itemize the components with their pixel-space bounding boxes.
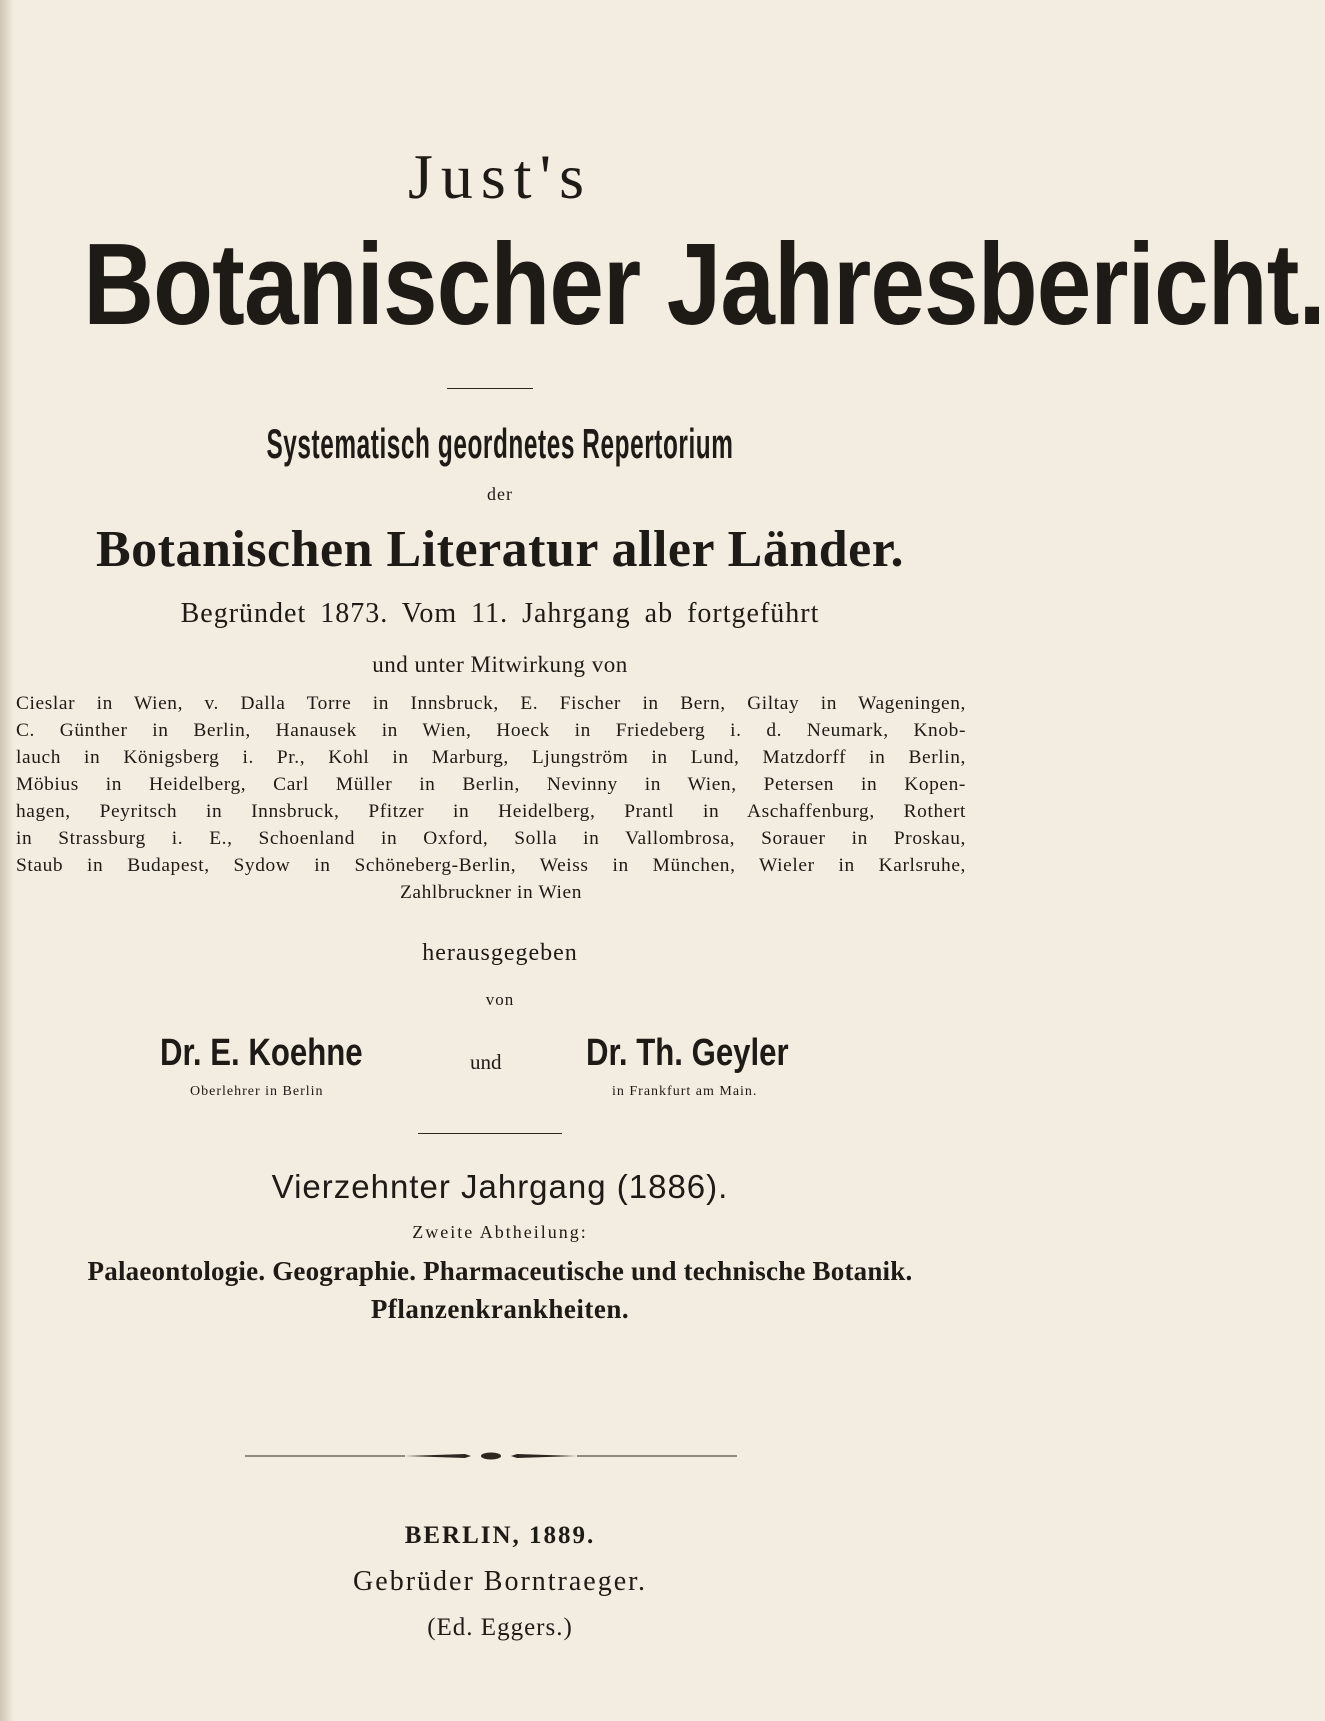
topics-line: Palaeontologie. Geographie. Pharmaceutische und technische Botanik.: [87, 1256, 913, 1286]
page-binding-edge: [0, 0, 14, 1721]
section-line: Zweite Abtheilung:: [412, 1222, 588, 1242]
contributors-line: C. Günther in Berlin, Hanausek in Wien, Hoeck in Friedeberg i. d. Neumark, Knob-: [16, 720, 966, 741]
cooperation-line: und unter Mitwirkung von: [372, 652, 628, 677]
founded-line: Begründet 1873. Vom 11. Jahrgang ab fortgeführt: [180, 598, 820, 629]
contributors-line: Cieslar in Wien, v. Dalla Torre in Innsbruck, E. Fischer in Bern, Giltay in Wageningen,: [16, 693, 966, 714]
ornament-rule: [245, 1450, 737, 1462]
subtitle: Systematisch geordnetes Repertorium: [266, 420, 734, 467]
contributors-line: lauch in Königsberg i. Pr., Kohl in Marburg, Ljungström in Lund, Matzdorff in Berlin,: [16, 747, 966, 768]
contributors-line: Staub in Budapest, Sydow in Schöneberg-Berlin, Weiss in München, Wieler in Karlsruhe,: [16, 855, 966, 876]
contributors-line: hagen, Peyritsch in Innsbruck, Pfitzer in Heidelberg, Prantl in Aschaffenburg, Rothert: [16, 801, 966, 822]
editor-name: Dr. E. Koehne: [160, 1032, 363, 1074]
divider-rule: [418, 1133, 562, 1134]
main-title: Botanischer Jahresbericht.: [83, 219, 1325, 350]
contributors-line: Zahlbruckner in Wien: [399, 882, 583, 903]
editor-affiliation: in Frankfurt am Main.: [612, 1084, 758, 1099]
contributors-line: in Strassburg i. E., Schoenland in Oxford, Solla in Vallombrosa, Sorauer in Proskau,: [16, 828, 966, 849]
edited-by: herausgegeben: [422, 940, 578, 966]
editor-connector: und: [470, 1050, 502, 1074]
edited-by-von: von: [485, 990, 515, 1009]
volume-line: Vierzehnter Jahrgang (1886).: [271, 1168, 729, 1205]
editor-name: Dr. Th. Geyler: [586, 1032, 789, 1074]
literature-title: Botanischen Literatur aller Länder.: [95, 521, 905, 578]
publisher: Gebrüder Borntraeger.: [353, 1566, 647, 1597]
contributors-list: [16, 690, 966, 906]
subtitle-connector: der: [487, 484, 513, 504]
publisher-note: (Ed. Eggers.): [427, 1614, 573, 1641]
series-name: Just's: [407, 141, 593, 212]
contributors-line: Möbius in Heidelberg, Carl Müller in Berlin, Nevinny in Wien, Petersen in Kopen-: [16, 774, 966, 795]
divider-rule: [447, 388, 533, 389]
place-year: BERLIN, 1889.: [404, 1522, 596, 1549]
editor-affiliation: Oberlehrer in Berlin: [190, 1084, 324, 1099]
topics-line: Pflanzenkrankheiten.: [370, 1294, 630, 1324]
